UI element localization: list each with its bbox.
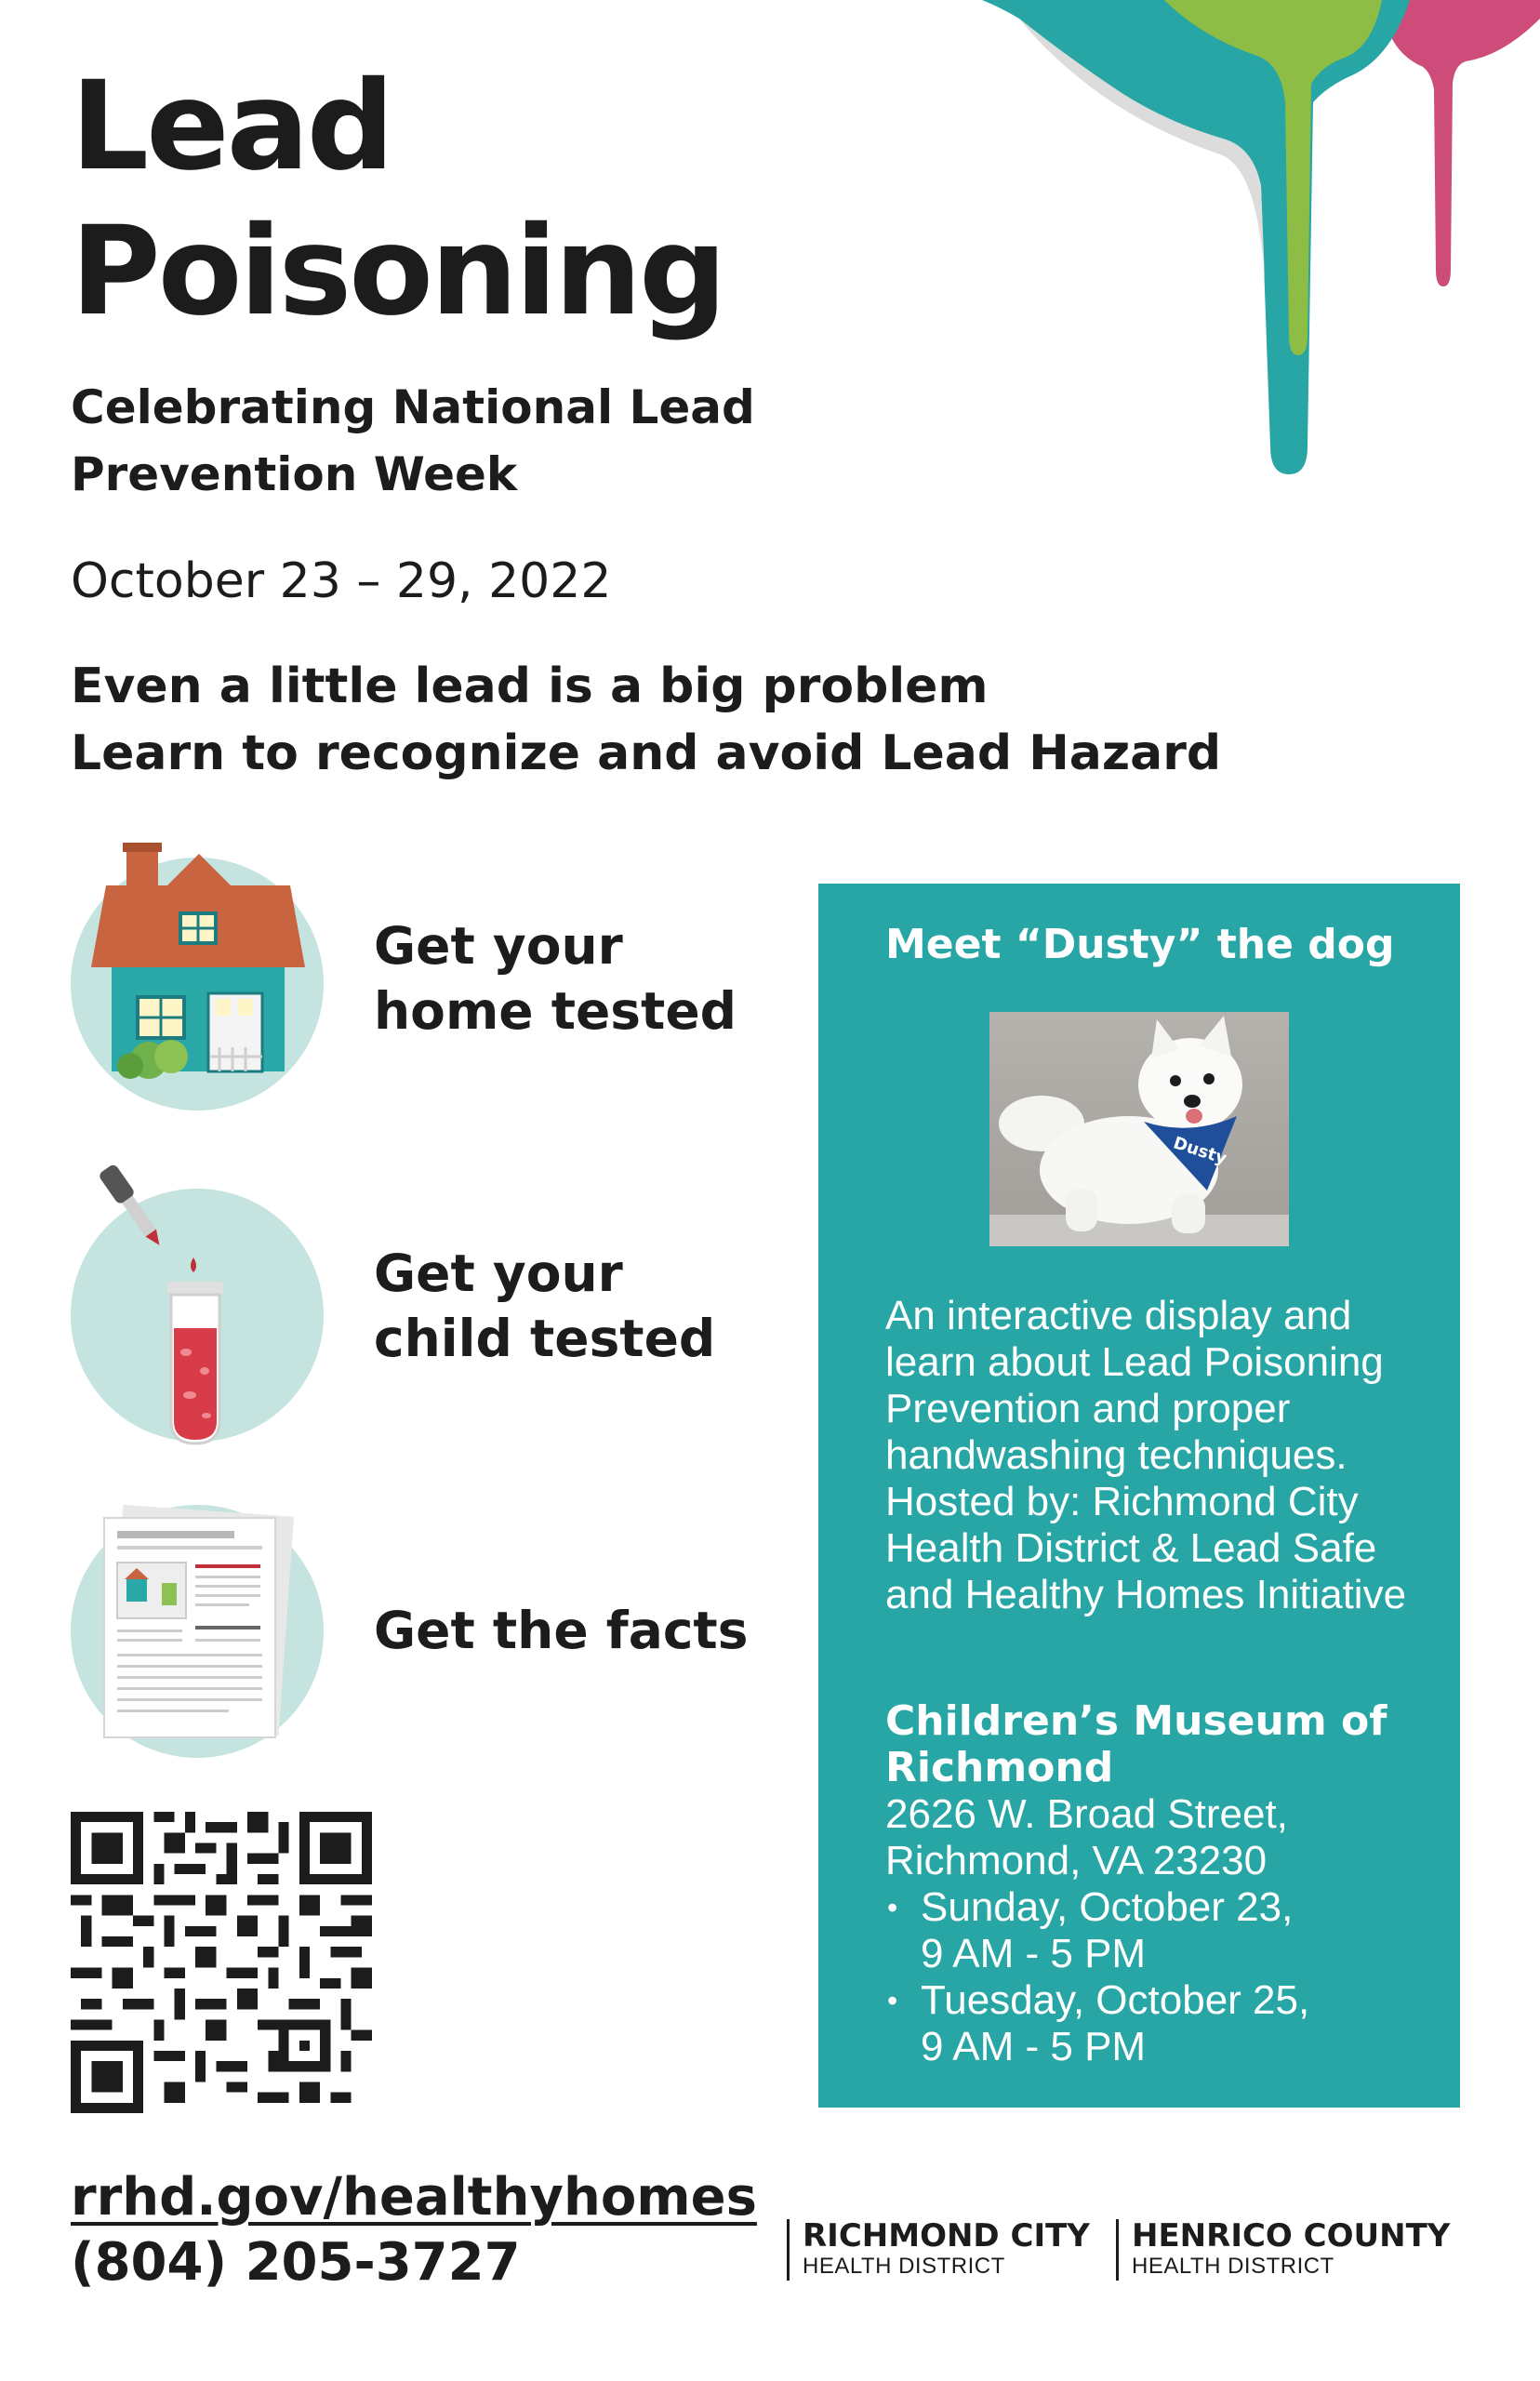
action-home-tested [71, 858, 815, 1118]
subtitle: Celebrating National Lead Prevention Week [71, 380, 755, 501]
card-heading: Meet “Dusty” the dog [885, 921, 1395, 968]
address-line-2: Richmond, VA 23230 [885, 1838, 1268, 1883]
bandana-text: Dusty [1171, 1133, 1229, 1169]
action-label-line-2: child tested [374, 1309, 716, 1368]
page-title [71, 54, 724, 344]
venue-address [885, 1791, 1434, 1884]
session-day: • Sunday, October 23, [921, 1884, 1294, 1930]
event-card [818, 884, 1460, 2108]
session-time: 9 AM - 5 PM [921, 1931, 1147, 1976]
session-item [885, 1977, 1434, 2070]
card-description: An interactive display and learn about Lead Poisoning Prevention and proper handwashing techniques. Hosted by: Richmond City Health District & Lead Safe and Healthy Homes Initiative [885, 1293, 1407, 1617]
qr-code-icon[interactable] [71, 1812, 372, 2113]
title-line-2: Poisoning [71, 200, 724, 343]
newspaper-icon [71, 1505, 324, 1758]
tagline-line-1: Even a little lead is a big problem [71, 658, 989, 714]
tagline [71, 653, 1280, 787]
event-dates: October 23 – 29, 2022 [71, 553, 612, 609]
action-child-tested [71, 1189, 815, 1449]
logo-name: RICHMOND CITY [803, 2217, 1090, 2255]
action-label-line-2: home tested [374, 981, 737, 1041]
logo-name: HENRICO COUNTY [1132, 2217, 1451, 2255]
session-item [885, 1884, 1434, 1977]
dusty-dog-photo [989, 1012, 1289, 1246]
phone-number: (804) 205-3727 [71, 2232, 521, 2293]
tagline-line-2: Learn to recognize and avoid Lead Hazard [71, 725, 1222, 781]
venue-name: Children’s Museum of Richmond [885, 1697, 1387, 1791]
action-label-line-1: Get your [374, 916, 623, 976]
action-label: Get the facts [374, 1601, 749, 1660]
henrico-county-logo [1116, 2219, 1450, 2281]
session-time: 9 AM - 5 PM [921, 2024, 1147, 2069]
action-label-line-1: Get your [374, 1244, 623, 1303]
test-tube-icon [71, 1189, 324, 1442]
house-icon [71, 858, 324, 1111]
logo-sub: HEALTH DISTRICT [1132, 2254, 1334, 2279]
address-line-1: 2626 W. Broad Street, [885, 1791, 1288, 1837]
title-line-1: Lead [71, 55, 392, 198]
paint-drip-icon [982, 0, 1540, 484]
richmond-city-logo [787, 2219, 1090, 2281]
action-label [374, 1241, 715, 1371]
logo-sub: HEALTH DISTRICT [803, 2254, 1005, 2279]
website-link[interactable]: rrhd.gov/healthyhomes [71, 2167, 757, 2228]
action-get-facts [71, 1505, 815, 1765]
action-label [374, 913, 737, 1044]
session-list [885, 1884, 1434, 2070]
session-day: • Tuesday, October 25, [921, 1977, 1310, 2023]
